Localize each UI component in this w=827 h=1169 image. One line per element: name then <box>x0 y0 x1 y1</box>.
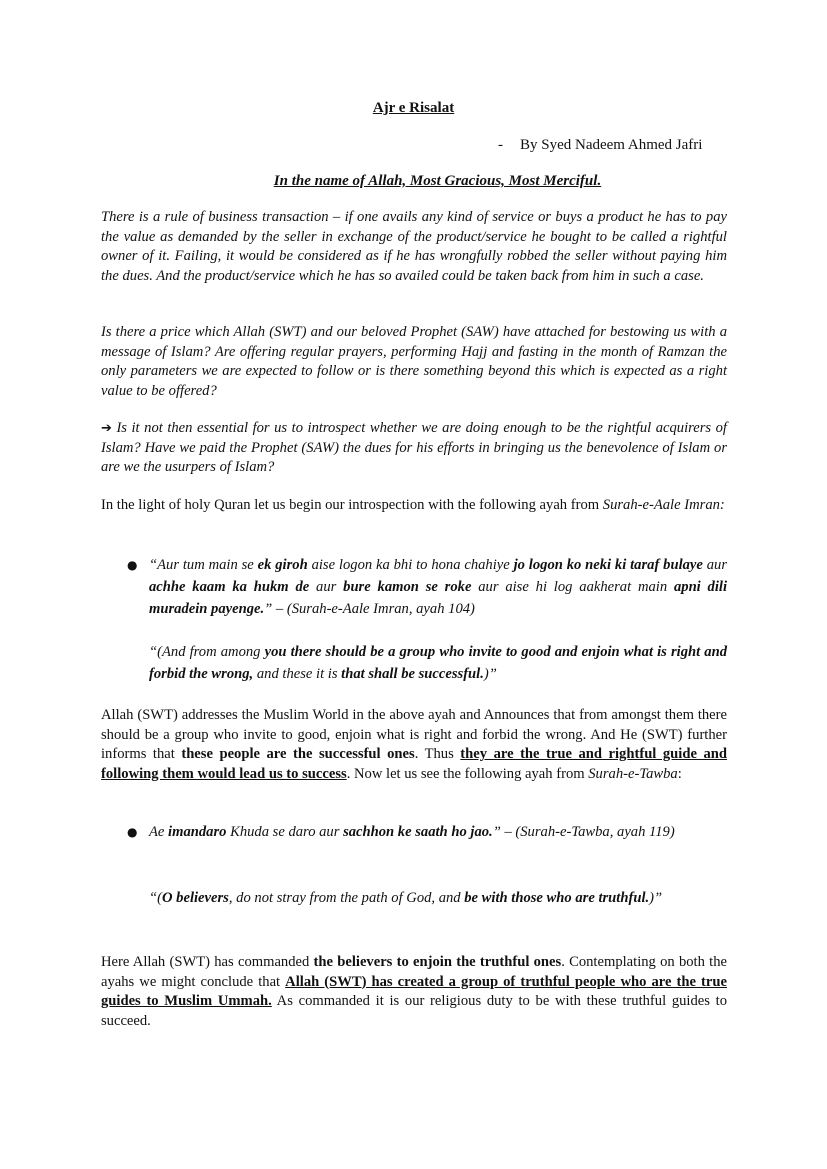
ayah-text: aise logon ka bhi to hona chahiye <box>307 557 514 573</box>
paragraph-underlined-emphasis: Allah (SWT) has created a group of truthful people who are the true guides to Muslim Ummah. <box>101 973 727 1010</box>
paragraph-truthful-ones <box>101 953 727 1031</box>
paragraph-emphasis: these people are the successful ones <box>181 746 415 763</box>
translation-text: , do not stray from the path of God, and <box>228 890 465 906</box>
translation-emphasis: you there should be a group who invite to good and enjoin what is right and forbid the wrong, <box>149 644 728 682</box>
paragraph-price-question: Is there a price which Allah (SWT) and our beloved Prophet (SAW) have attached for bestowing us with a message of Islam? Are offering regular prayers, performing Hajj and fasting in the month of Ramzan the only parameters we are expected to follow or is there something beyond this which is expected as a right value to be offered? <box>101 324 727 399</box>
paragraph-text: Here Allah (SWT) has commanded <box>101 954 314 970</box>
paragraph-business-rule: There is a rule of business transaction – if one avails any kind of service or buys a product he has to pay the value as demanded by the seller in exchange of the product/service he bought to be called a rightful owner of it. Failing, it would be considered as if he has wrongfully robbed the seller without paying him the dues. And the product/service which he has so availed could be taken back from him in such a case. <box>101 209 727 284</box>
ayah-text: aur <box>309 579 344 595</box>
paragraph-text: . Contemplating on both the ayahs we might conclude that <box>101 954 727 990</box>
paragraph-successful-ones <box>101 706 727 784</box>
translation-text: “(And from among <box>149 644 265 660</box>
paragraph-text: . Now let us see the following ayah from <box>346 765 589 782</box>
paragraph-introspection <box>101 419 727 478</box>
bullet-ayah-tawba <box>127 821 727 843</box>
author-byline <box>498 137 728 154</box>
translation-tawba <box>149 887 727 909</box>
ayah-emphasis: achhe kaam ka hukm de <box>149 579 310 595</box>
ayah-emphasis: apni dili muradein payenge. <box>149 579 728 617</box>
introspection-text: Is it not then essential for us to introspect whether we are doing enough to be the rightful acquirers of Islam? Have we paid the Prophet (SAW) the dues for his efforts in bringing us the benevolence of Islam or are we the usurpers of Islam? <box>101 420 727 476</box>
translation-emphasis: be with those who are truthful. <box>464 890 650 906</box>
ayah-text: aur aise hi log aakherat main <box>471 579 674 595</box>
quran-intro-source: Surah-e-Aale Imran: <box>602 497 725 513</box>
paragraph-text: . Thus <box>414 746 461 763</box>
byline-dash: - <box>498 137 503 153</box>
arrow-right-icon: ➔ <box>101 421 112 436</box>
translation-text: )” <box>483 666 497 682</box>
paragraph-text: As commanded it is our religious duty to be with these truthful guides to succeed. <box>101 993 728 1029</box>
ayah-emphasis: sachhon ke saath ho jao. <box>343 824 493 840</box>
paragraph-text: Allah (SWT) addresses the Muslim World in the above ayah and Announces that from amongst them there should be a group who invite to good, enjoin what is right and forbid the wrong. And He (SWT) further informs that <box>101 707 727 763</box>
ayah-emphasis: ek giroh <box>257 557 308 573</box>
translation-text: and these it is <box>253 666 342 682</box>
quran-intro-text: In the light of holy Quran let us begin our introspection with the following ayah from <box>101 497 603 513</box>
ayah-text: aur <box>702 557 728 573</box>
translation-text: )” <box>649 890 663 906</box>
ayah-reference: ” – (Surah-e-Tawba, ayah 119) <box>492 824 675 840</box>
ayah-text: Khuda se daro aur <box>226 824 344 840</box>
ayah-text: “Aur tum main se <box>149 557 258 573</box>
paragraph-quran-intro <box>101 496 727 516</box>
paragraph-underlined-emphasis: they are the true and rightful guide and following them would lead us to success <box>101 746 727 782</box>
byline-text: By Syed Nadeem Ahmed Jafri <box>520 137 703 153</box>
document-title: Ajr e Risalat <box>372 100 455 116</box>
bullet-dot-icon: ● <box>127 558 138 572</box>
ayah-text: Ae <box>149 824 169 840</box>
translation-text: “( <box>149 890 162 906</box>
ayah-emphasis: jo logon ko neki ki taraf bulaye <box>513 557 703 573</box>
translation-emphasis: that shall be successful. <box>341 666 484 682</box>
ayah-emphasis: imandaro <box>168 824 227 840</box>
ayah-emphasis: bure kamon se roke <box>343 579 472 595</box>
bismillah-heading: In the name of Allah, Most Gracious, Most Merciful. <box>273 173 602 189</box>
bullet-dot-icon: ● <box>127 825 138 839</box>
ayah-reference: ” – (Surah-e-Aale Imran, ayah 104) <box>264 601 475 617</box>
paragraph-emphasis: the believers to enjoin the truthful ones <box>313 954 562 970</box>
translation-emphasis: O believers <box>161 890 229 906</box>
translation-aale-imran <box>149 641 727 685</box>
bullet-ayah-aale-imran <box>127 554 728 620</box>
surah-reference: Surah-e-Tawba <box>588 765 678 782</box>
paragraph-text: : <box>677 765 682 782</box>
